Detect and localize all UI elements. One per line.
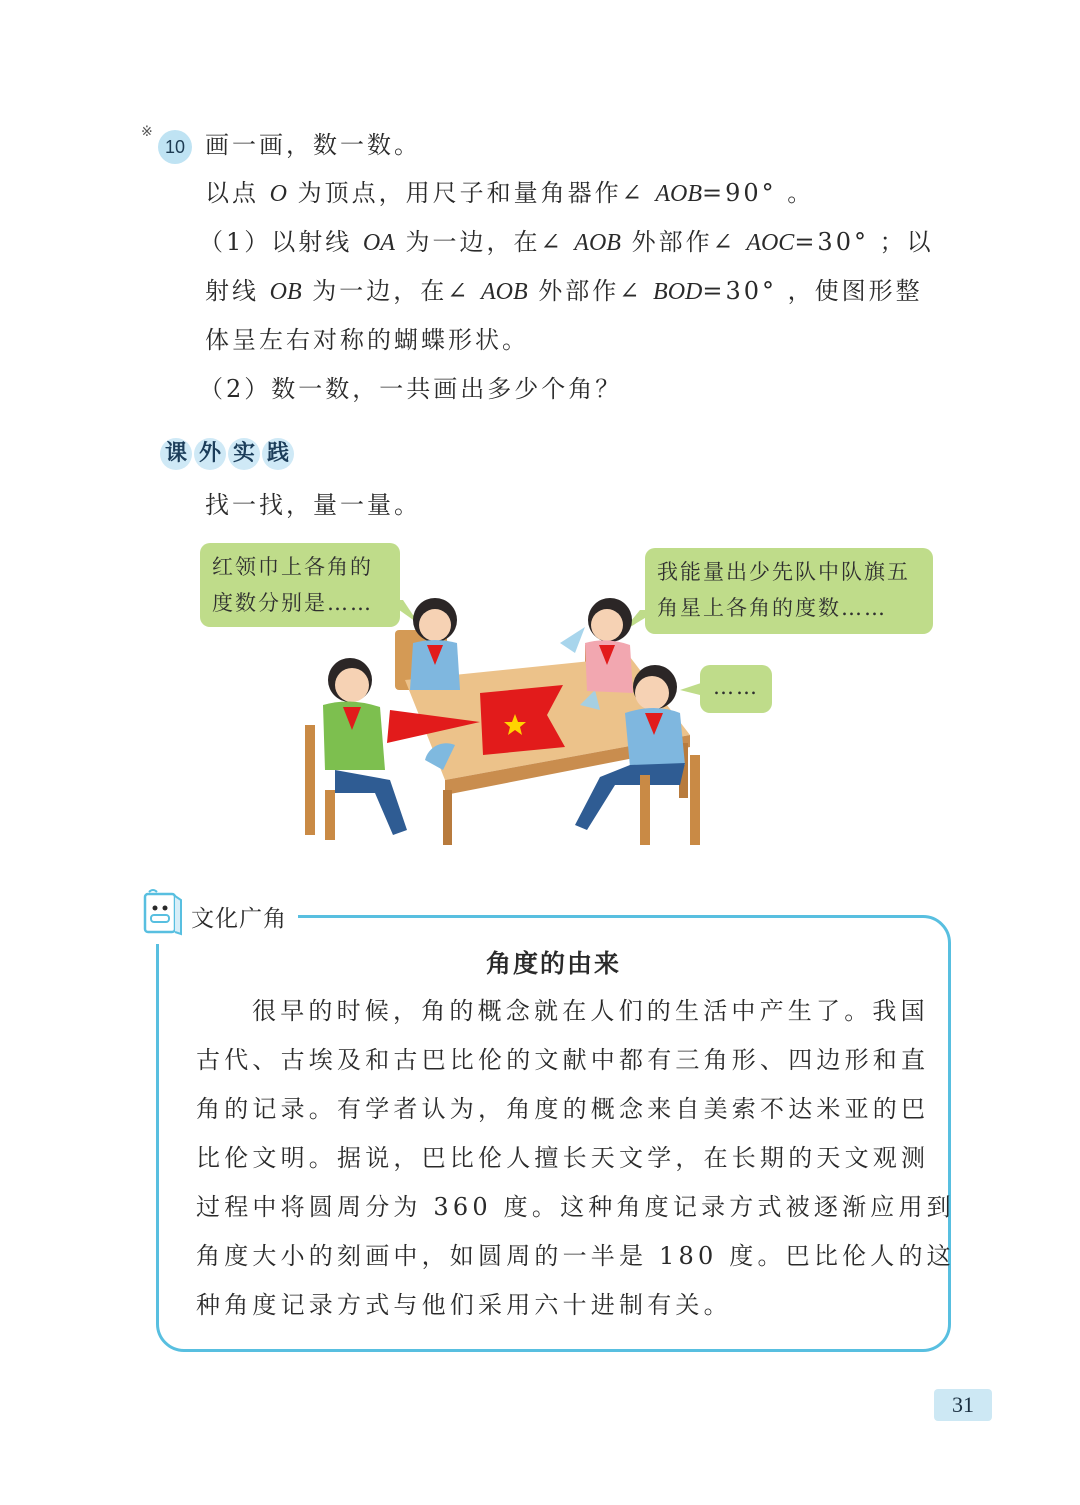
exercise-title: 画一画，数一数。 (205, 131, 421, 159)
culture-corner-box (156, 915, 951, 1352)
page-number: 31 (934, 1389, 992, 1421)
practice-instruction: 找一找，量一量。 (205, 491, 421, 519)
exercise-line-1: 以点 O 为顶点，用尺子和量角器作∠ AOB=90° 。 (205, 179, 815, 207)
culture-paragraph-line: 种角度记录方式与他们采用六十进制有关。 (196, 1291, 732, 1319)
culture-title: 角度的由来 (485, 949, 621, 978)
culture-corner-label: 文化广角 (191, 906, 287, 932)
culture-paragraph-line: 角度大小的刻画中，如圆周的一半是 180 度。巴比伦人的这 (196, 1242, 955, 1270)
practice-label-char: 践 (262, 438, 294, 470)
chair (640, 775, 650, 845)
exercise-number-badge: 10 (158, 130, 192, 164)
child-legs (335, 770, 407, 835)
bubble-right-line-2: 角星上各角的度数…… (657, 596, 887, 620)
practice-label-char: 课 (160, 438, 192, 470)
exercise-line-5: （2）数一数，一共画出多少个角？ (199, 375, 623, 403)
culture-paragraph-line: 很早的时候，角的概念就在人们的生活中产生了。我国 (252, 997, 929, 1025)
speech-bubble-small: …… (700, 665, 772, 713)
bubble-right-line-1: 我能量出少先队中队旗五 (657, 560, 910, 584)
table-leg (443, 790, 452, 845)
practice-section-label (160, 438, 294, 472)
optional-mark: ※ (141, 124, 153, 140)
exercise-line-2: （1）以射线 OA 为一边，在∠ AOB 外部作∠ AOC=30° ；以 (199, 228, 934, 256)
culture-paragraph-line: 古代、古埃及和古巴比伦的文献中都有三角形、四边形和直 (196, 1046, 930, 1074)
chair (305, 725, 315, 835)
child-legs (575, 763, 685, 830)
culture-paragraph-line: 角的记录。有学者认为，角度的概念来自美索不达米亚的巴 (196, 1095, 930, 1123)
chair (690, 755, 700, 845)
set-square-icon (560, 627, 585, 653)
book-mascot-icon (141, 888, 185, 938)
practice-label-char: 实 (228, 438, 260, 470)
practice-label-char: 外 (194, 438, 226, 470)
culture-paragraph-line: 比伦文明。据说，巴比伦人擅长天文学，在长期的天文观测 (196, 1144, 930, 1172)
culture-paragraph-line: 过程中将圆周分为 360 度。这种角度记录方式被逐渐应用到 (196, 1193, 955, 1221)
chair (325, 790, 335, 840)
bubble-left-line-1: 红领巾上各角的 (212, 555, 373, 579)
children-measuring-illustration (295, 585, 715, 855)
exercise-line-3: 射线 OB 为一边，在∠ AOB 外部作∠ BOD=30° ，使图形整 (205, 277, 923, 305)
bubble-left-line-2: 度数分别是…… (212, 591, 373, 615)
exercise-line-4: 体呈左右对称的蝴蝶形状。 (205, 326, 529, 354)
